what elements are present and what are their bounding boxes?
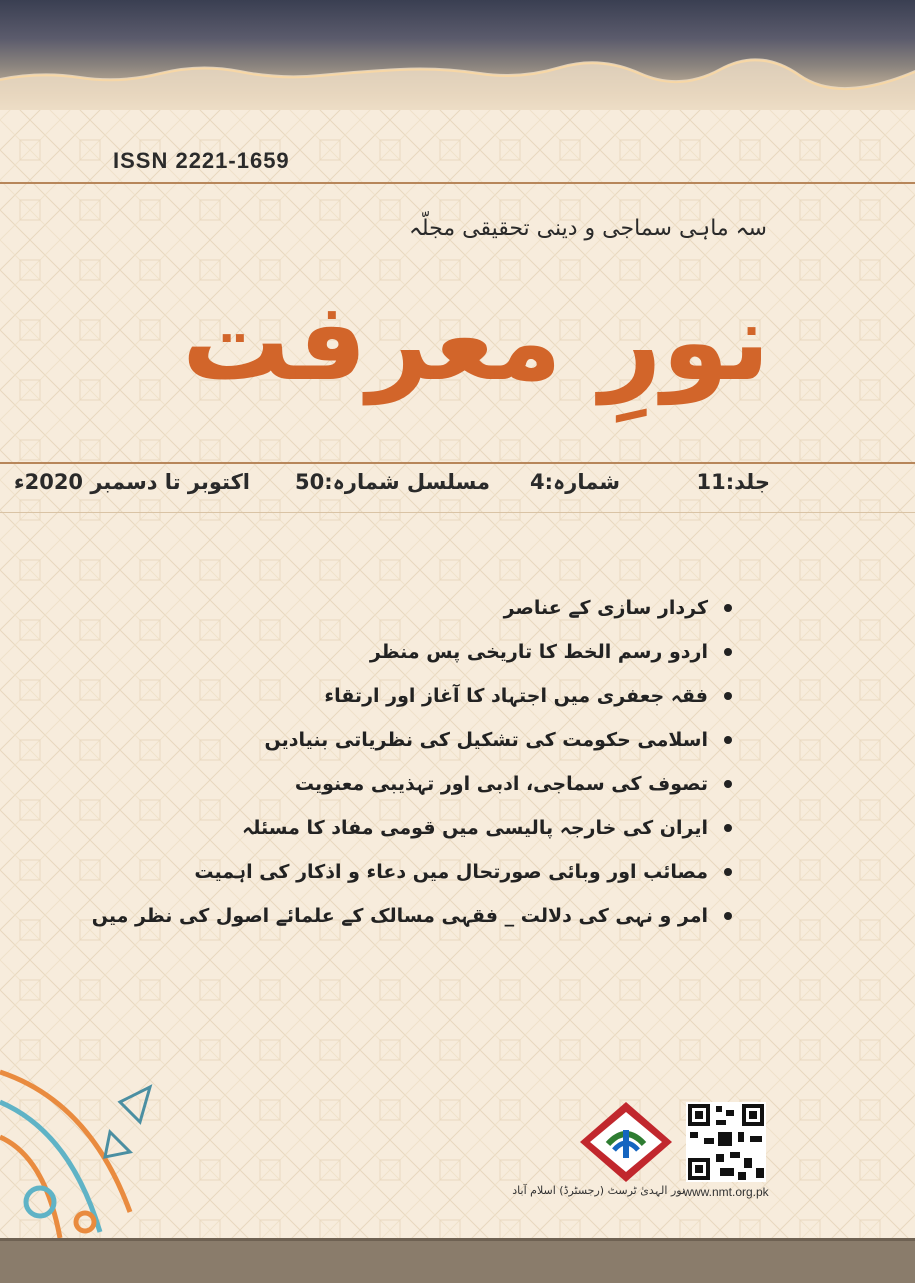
contents-item[interactable]: اسلامی حکومت کی تشکیل کی نظریاتی بنیادیں (92, 718, 708, 762)
bullet-icon (724, 912, 732, 920)
contents-item[interactable]: ایران کی خارجہ پالیسی میں قومی مفاد کا مسئلہ (92, 806, 708, 850)
bullet-icon (724, 604, 732, 612)
contents-item[interactable]: کردار سازی کے عناصر (92, 586, 708, 630)
contents-item[interactable]: تصوف کی سماجی، ادبی اور تہذیبی معنویت (92, 762, 708, 806)
issue-label: شمارہ:4 (529, 470, 620, 494)
volume-label: جلد:11 (696, 470, 770, 494)
website-url[interactable]: www.nmt.org.pk (683, 1185, 769, 1199)
journal-title: نورِ معرفت (181, 280, 770, 405)
bullet-icon (724, 736, 732, 744)
footer-bar (0, 1238, 915, 1283)
bullet-icon (724, 824, 732, 832)
bullet-icon (724, 648, 732, 656)
journal-subtitle: سہ ماہی سماجی و دینی تحقیقی مجلّہ (408, 216, 767, 241)
contents-item[interactable]: مصائب اور وبائی صورتحال میں دعاء و اذکار کی اہمیت (92, 850, 708, 894)
header-sky-banner (0, 0, 915, 110)
issn-number: ISSN 2221-1659 (113, 148, 290, 173)
publisher-name: نور الہدیٰ ٹرسٹ (رجسٹرڈ) اسلام آباد (512, 1184, 685, 1197)
top-divider (0, 182, 915, 184)
contents-item[interactable]: امر و نہی کی دلالت _ فقہی مسالک کے علمائے اصول کی نظر میں (92, 894, 708, 938)
contents-list (92, 586, 708, 938)
bullet-icon (724, 692, 732, 700)
bullet-icon (724, 868, 732, 876)
bullet-icon (724, 780, 732, 788)
period-label: اکتوبر تا دسمبر 2020ء (13, 470, 250, 494)
qr-code-icon (686, 1102, 766, 1182)
serial-label: مسلسل شمارہ:50 (294, 470, 490, 494)
contents-item[interactable]: فقہ جعفری میں اجتہاد کا آغاز اور ارتقاء (92, 674, 708, 718)
trust-logo-icon (578, 1100, 674, 1184)
mandala-ornament-icon (0, 1062, 200, 1238)
contents-item[interactable]: اردو رسم الخط کا تاریخی پس منظر (92, 630, 708, 674)
